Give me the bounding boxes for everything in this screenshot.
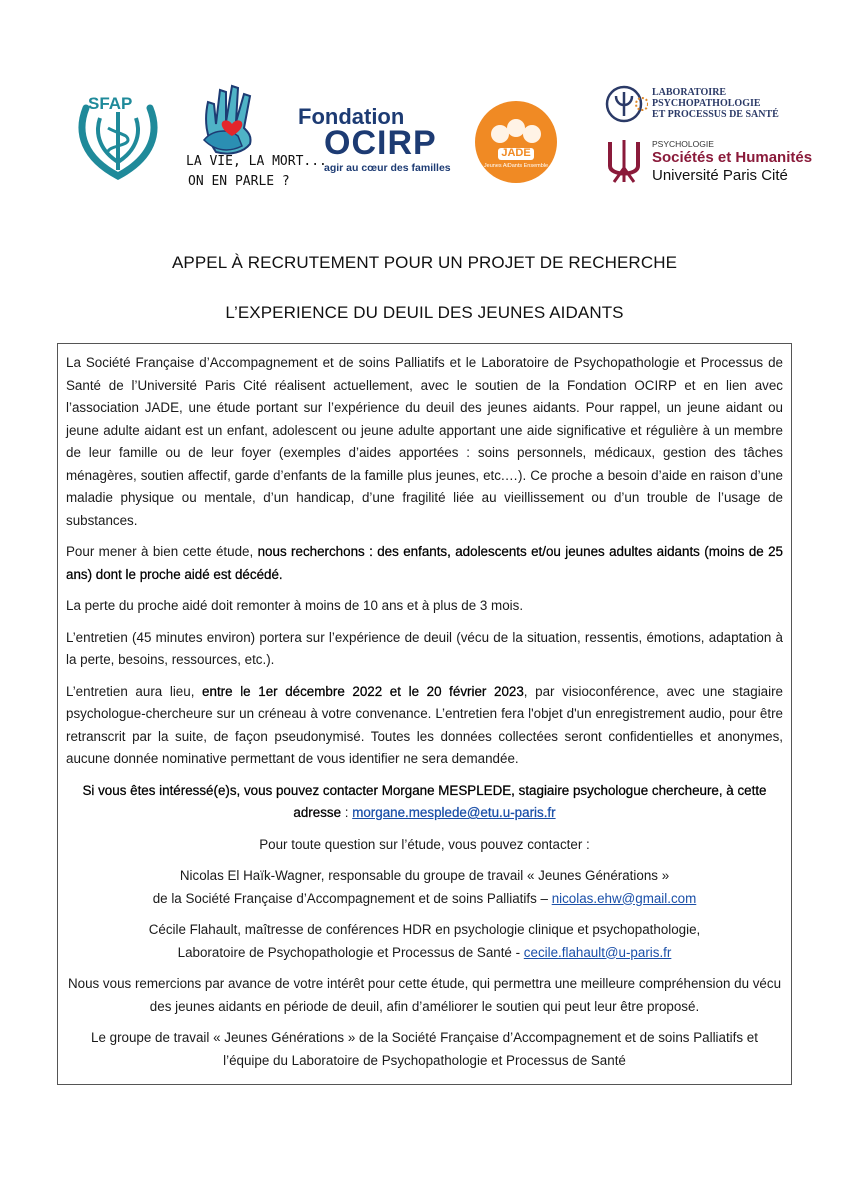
nicolas-email-link[interactable]: nicolas.ehw@gmail.com bbox=[551, 890, 697, 906]
vie-mort-line2: ON EN PARLE ? bbox=[188, 174, 290, 189]
page-title: APPEL À RECRUTEMENT POUR UN PROJET DE RECHERCHE bbox=[171, 253, 678, 272]
recruitment-lead: Pour mener à bien cette étude, bbox=[66, 544, 258, 559]
sfap-logo bbox=[72, 88, 164, 180]
upc-line1: Sociétés et Humanités bbox=[652, 149, 813, 166]
jade-subtitle: Jeunes AiDants Ensemble bbox=[483, 163, 549, 169]
jade-circle-icon bbox=[474, 100, 558, 184]
page-subtitle: L’EXPERIENCE DU DEUIL DES JEUNES AIDANTS bbox=[225, 303, 624, 322]
contact-lead: Si vous êtes intéressé(e)s, vous pouvez contacter Morgane MESPLEDE, stagiaire psychologue chercheure, à cette adresse bbox=[82, 782, 767, 820]
signature-paragraph bbox=[66, 1027, 783, 1072]
lab-line2: PSYCHOPATHOLOGIE bbox=[652, 98, 761, 109]
upc-small: PSYCHOLOGIE bbox=[652, 139, 714, 149]
vie-mort-logo bbox=[178, 80, 327, 202]
thanks-paragraph: Nous vous remercions par avance de votre intérêt pour cette étude, qui permettra une meilleure compréhension du vécu des jeunes aidants en période de deuil, afin d’améliorer le soutien qui peut leur être proposé. bbox=[67, 976, 782, 1014]
morgane-email-link[interactable]: morgane.mesplede@etu.u-paris.fr bbox=[352, 805, 556, 820]
sfap-logo-text: SFAP bbox=[88, 94, 133, 113]
recruitment-criteria: nous recherchons : des enfants, adolescents et/ou jeunes adultes aidants (moins de 25 ans) dont le proche aidé est décédé. bbox=[66, 544, 783, 582]
ocirp-label: OCIRP bbox=[324, 124, 437, 162]
upc-line2: Université Paris Cité bbox=[652, 167, 788, 184]
psi-emblem-icon bbox=[604, 84, 648, 128]
fondation-label: Fondation bbox=[298, 104, 405, 129]
recruitment-paragraph bbox=[66, 541, 783, 586]
signature-line1: Le groupe de travail « Jeunes Générations » de la Société Française d’Accompagnement et de soins Palliatifs et bbox=[91, 1030, 758, 1045]
fondation-ocirp-logo bbox=[296, 104, 451, 176]
interview-rest: , par visioconférence, avec une stagiaire psychologue-chercheure sur un créneau à votre convenance. L’entretien fera l'objet d'un enregistrement audio, pour être retranscrit par la suite, de façon pseudonymisé. Toutes les données collectées seront confidentielles et anonymes, aucune donnée nominative permettant de vous identifier ne sera demandée. bbox=[66, 683, 784, 766]
upc-logo bbox=[604, 138, 824, 188]
lab-line1: LABORATOIRE bbox=[652, 87, 727, 98]
upc-emblem-icon bbox=[604, 138, 644, 184]
nicolas-contact bbox=[66, 865, 783, 910]
vie-mort-line1: LA VIE, LA MORT... bbox=[186, 154, 327, 169]
loss-timing-paragraph: La perte du proche aidé doit remonter à moins de 10 ans et à plus de 3 mois. bbox=[66, 598, 524, 613]
interview-details-paragraph bbox=[66, 681, 783, 771]
nicolas-line2: de la Société Française d’Accompagnement et de soins Palliatifs – bbox=[152, 890, 552, 906]
contact-separator: : bbox=[341, 805, 353, 820]
jade-name: JADE bbox=[501, 147, 531, 159]
interview-content-paragraph: L’entretien (45 minutes environ) portera sur l’expérience de deuil (vécu de la situation, ressentis, émotions, adaptation à la perte, besoins, ressources, etc.). bbox=[66, 629, 783, 667]
nicolas-line1: Nicolas El Haïk-Wagner, responsable du groupe de travail « Jeunes Générations » bbox=[179, 868, 670, 883]
cecile-contact bbox=[66, 919, 783, 964]
jade-logo bbox=[474, 100, 558, 184]
lab-line3: ET PROCESSUS DE SANTÉ bbox=[652, 109, 779, 120]
announcement-box bbox=[57, 343, 792, 1085]
signature-line2: l’équipe du Laboratoire de Psychopathologie et Processus de Santé bbox=[223, 1052, 626, 1068]
interview-dates: entre le 1er décembre 2022 et le 20 février 2023 bbox=[202, 683, 524, 699]
questions-paragraph: Pour toute question sur l’étude, vous pouvez contacter : bbox=[259, 836, 590, 852]
hands-heart-icon bbox=[178, 80, 288, 160]
ocirp-tagline: agir au cœur des familles bbox=[324, 162, 451, 174]
cecile-line2: Laboratoire de Psychopathologie et Processus de Santé - bbox=[177, 944, 524, 960]
contact-paragraph bbox=[66, 780, 783, 825]
cecile-line1: Cécile Flahault, maîtresse de conférences HDR en psychologie clinique et psychopathologie, bbox=[148, 922, 701, 937]
cecile-email-link[interactable]: cecile.flahault@u-paris.fr bbox=[523, 944, 672, 960]
interview-lead: L’entretien aura lieu, bbox=[66, 683, 203, 699]
intro-paragraph: La Société Française d’Accompagnement et de soins Palliatifs et le Laboratoire de Psychopathologie et Processus de Santé de l’Université Paris Cité réalisent actuellement, avec le soutien de la Fondation OCIRP et en lien avec l’association JADE, une étude portant sur l’expérience du deuil des jeunes aidants. Pour rappel, un jeune aidant ou jeune adulte aidant est un enfant, adolescent ou jeune adulte apportant une aide significative et régulière à un membre de leur famille ou de leur foyer (exemples d’aides apportées : soins personnels, médicaux, gestion des tâches ménagères, soutien affectif, garde d’enfants de la famille plus jeunes, etc.…). Ce proche a besoin d’aide en raison d’une maladie physique ou mentale, d’un handicap, d’une fragilité liée au vieillissement ou d’un trouble de l’usage de substances. bbox=[66, 355, 783, 528]
laboratoire-logo bbox=[604, 84, 824, 128]
